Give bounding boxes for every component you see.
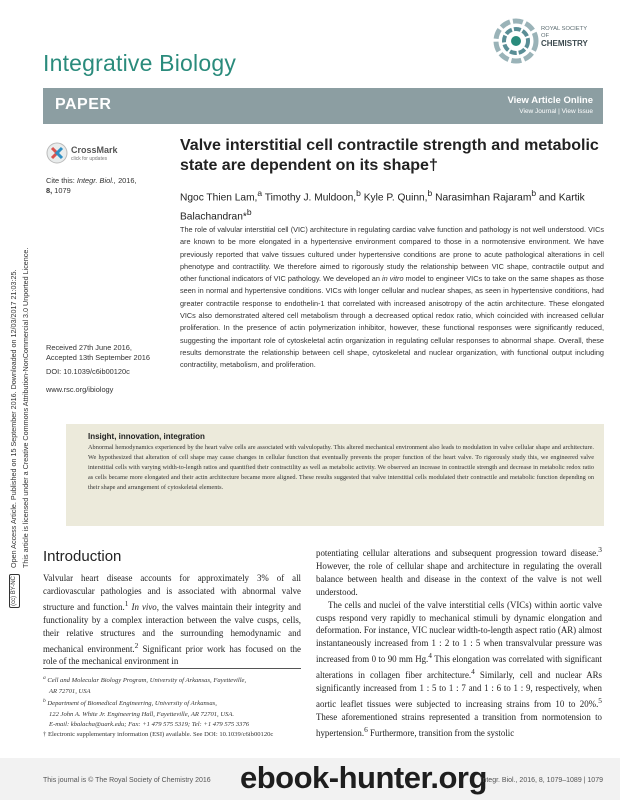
rsc-line-1: ROYAL SOCIETY: [541, 26, 588, 32]
col2-para2-d: These aforementioned strains represented a transition from normotension to hypertension.: [316, 711, 602, 738]
footer-citation: Integr. Biol., 2016, 8, 1079–1089 | 1079: [480, 777, 603, 784]
ref-4[interactable]: 4: [428, 651, 432, 661]
footnote-a-marker: a: [43, 675, 46, 681]
author-1-affil: a: [257, 188, 263, 198]
abstract-emphasis: in vitro: [381, 274, 404, 284]
author-list: [180, 186, 600, 225]
license-sidebar: [8, 88, 48, 608]
author-4[interactable]: Narasimhan Rajaram: [432, 192, 532, 204]
abstract: [180, 224, 604, 372]
footnote-b-contact[interactable]: E-mail: kbalacha@uark.edu; Fax: +1 479 575 5319; Tel: +1 479 575 3376: [49, 721, 250, 728]
insight-box: [66, 424, 604, 526]
footnote-divider: [43, 668, 301, 669]
insight-heading: Insight, innovation, integration: [88, 432, 205, 441]
view-journal-issue-links[interactable]: View Journal | View Issue: [519, 108, 593, 115]
article-type-label: PAPER: [55, 96, 112, 113]
body-column-2: [316, 544, 602, 740]
footnotes: [43, 674, 301, 741]
author-4-affil: b: [531, 188, 537, 198]
view-article-online-link[interactable]: View Article Online: [507, 95, 593, 106]
crossmark-icon: [46, 142, 68, 164]
col2-text-1: potentiating cellular alterations and subsequent progression toward disease.: [316, 547, 599, 558]
body-column-1: [43, 572, 301, 668]
citation-block: [46, 176, 137, 196]
accepted-date: Accepted 13th September 2016: [46, 353, 150, 362]
author-5[interactable]: and Kartik Balachandran*: [180, 192, 585, 223]
article-title: Valve interstitial cell contractile strength and metabolic state are dependent on its shape†: [180, 137, 599, 174]
ref-1[interactable]: 1: [124, 598, 129, 608]
footnote-b-marker: b: [43, 698, 46, 704]
journal-url[interactable]: www.rsc.org/ibiology: [46, 385, 114, 394]
col2-para2-b: This elongation was correlated with significant alterations in collagen fiber architecture.: [316, 654, 602, 681]
dates-block: [46, 343, 150, 395]
col2-para2-a: The cells and nuclei of the valve interstitial cells (VICs) within aortic valve cusps respond very rapidly to mechanical stimuli by dynamic elongation and deformation. For instance, VIC nuclear width-to-length aspect ratio (AR) almost instantaneously increased from 1 : 2 to 1 : 5 when transvalvular pressure was increased from 0 to 90 mm Hg.: [316, 599, 602, 665]
author-2-affil: b: [356, 188, 361, 198]
introduction-heading: Introduction: [43, 548, 122, 565]
crossmark-sub: click for updates: [71, 156, 108, 162]
license-line-2[interactable]: This article is licensed under a Creative Commons Attribution-NonCommercial 3.0 Unported Licence.: [21, 247, 30, 568]
esi-note[interactable]: † Electronic supplementary information (ESI) available. See DOI: 10.1039/c6ib00120c: [43, 731, 274, 739]
abstract-part-1: The role of valvular interstitial cell (VIC) architecture in regulating cardiac valve function and pathology is not well understood. VICs are known to be more elongated in a hypertensive environment compared to those in a normotensive environment. We have previously reported that valve tissues cultured under hypertensive conditions are prone to acute pathological alterations in cell phenotype and contractility. We therefore aimed to rigorously study the relationship between VIC shape, contractile output and other functional indicators of VIC pathology. We developed an: [180, 225, 604, 284]
abstract-part-2: model to engineer VICs to take on the same shapes as those seen in normal and hypertensive conditions. VICs with longer cellular and nuclear shapes, as seen in hypertensive conditions, had greater contractile response to endothelin-1 that correlated with increased anisotropy of the actin architecture. These elongated VICs also demonstrated altered cell metabolism through a decreased optical redox ratio, which coincided with increased cellular proliferation. In the presence of actin polymerization inhibitor, however, these functional responses were significantly reduced, suggesting the important role of cytoskeletal actin organization in regulating cellular responses to abnormal shape. Overall, these results demonstrate the relationship between cell shape, cytoskeletal and nuclear organization, with functional output including contractility, metabolism, and proliferation.: [180, 274, 604, 370]
rsc-line-2: OF: [541, 33, 550, 39]
footer-copyright: This journal is © The Royal Society of Chemistry 2016: [43, 777, 211, 784]
col2-text-2: However, the role of cellular shape and architecture in regulating the overall balance between health and disease in the context of the valve is not well understood.: [316, 560, 602, 597]
ref-2[interactable]: 2: [134, 640, 139, 650]
crossmark-badge[interactable]: [46, 142, 126, 166]
intro-text-1: Valvular heart disease accounts for approximately 3% of all cardiovascular pathologies and is associated with abnormal valve structure and function.: [43, 573, 301, 612]
journal-title: Integrative Biology: [43, 50, 237, 76]
cite-journal: Integr. Biol.,: [76, 176, 116, 185]
page-footer: [43, 775, 603, 789]
author-3-affil: b: [427, 188, 433, 198]
cite-year: 2016,: [118, 176, 137, 185]
rsc-line-3: CHEMISTRY: [541, 39, 588, 48]
rsc-logo: [493, 18, 588, 64]
rsc-logo-mark-icon: [493, 18, 539, 64]
ref-3[interactable]: 3: [598, 545, 602, 554]
cite-volume: 8,: [46, 186, 53, 195]
col2-para2-c: Similarly, cell and nuclear ARs significantly increased from 1 : 5 to 1 : 7 and 1 : 6 to 1 : 9, respectively, when aortic leaflet tissues were subjected to increasing strains from 10 to 20%.: [316, 670, 602, 709]
cite-page: 1079: [54, 186, 71, 195]
crossmark-label: CrossMark: [71, 145, 118, 155]
footnote-a-line-2: AR 72701, USA: [49, 687, 91, 695]
ref-4b[interactable]: 4: [471, 667, 475, 677]
license-line-1: Open Access Article. Published on 15 September 2016. Downloaded on 12/03/2017 21:03:25.: [9, 269, 18, 568]
author-3[interactable]: Kyle P. Quinn,: [360, 192, 428, 204]
footnote-b-line-1: Department of Biomedical Engineering, University of Arkansas,: [47, 700, 217, 708]
author-5-affil: b: [246, 207, 252, 218]
author-2[interactable]: Timothy J. Muldoon,: [262, 192, 357, 204]
received-date: Received 27th June 2016,: [46, 343, 132, 352]
cite-label: Cite this:: [46, 176, 75, 185]
intro-emphasis: In vivo: [128, 601, 157, 612]
footnote-a-line-1: Cell and Molecular Biology Program, University of Arkansas, Fayetteville,: [47, 677, 247, 685]
watermark-text: ebook-hunter.org: [240, 760, 487, 795]
footnote-b-line-2: 122 John A. White Jr. Engineering Hall, Fayetteville, AR 72701, USA.: [49, 710, 235, 718]
ref-6[interactable]: 6: [364, 724, 368, 734]
col2-para2-e: Furthermore, transition from the systolic: [367, 727, 515, 738]
author-1[interactable]: Ngoc Thien Lam,: [180, 192, 258, 204]
doi[interactable]: DOI: 10.1039/c6ib00120c: [46, 367, 130, 376]
intro-text-2: , the valves maintain their integrity and functionality by a complex interaction between the valve cusps, cells, their relative structures and the surrounding hemodynamic and mechanical environment.: [43, 601, 301, 654]
ref-5[interactable]: 5: [598, 695, 602, 705]
intro-text-3: Significant prior work has focused on the role of the mechanical environment in: [43, 643, 301, 667]
cc-license-icon[interactable]: (cc) BY-NC: [9, 574, 20, 608]
article-type-banner: [43, 88, 603, 124]
insight-body: Abnormal hemodynamics experienced by the heart valve cells are associated with valvulopathy. This altered mechanical environment also leads to modulation in valve cellular shape and architecture. We hypothesized that alteration of cell shape may cause changes in cellular function that eventually prevents the proper function of the heart valve. To rigorously study this, we engineered valve interstitial cells with varying width-to-length ratios and quantified their contractility as well as metabolic activity. We observed an increase in contractile strength and decrease in metabolic redox ratio as cells became more elongated and their actin architecture became more aligned. These results suggested that valve interstitial cells modulated their contractile and metabolic function depending on their shape and arrangement of cytoskeletal elements.: [88, 444, 594, 492]
